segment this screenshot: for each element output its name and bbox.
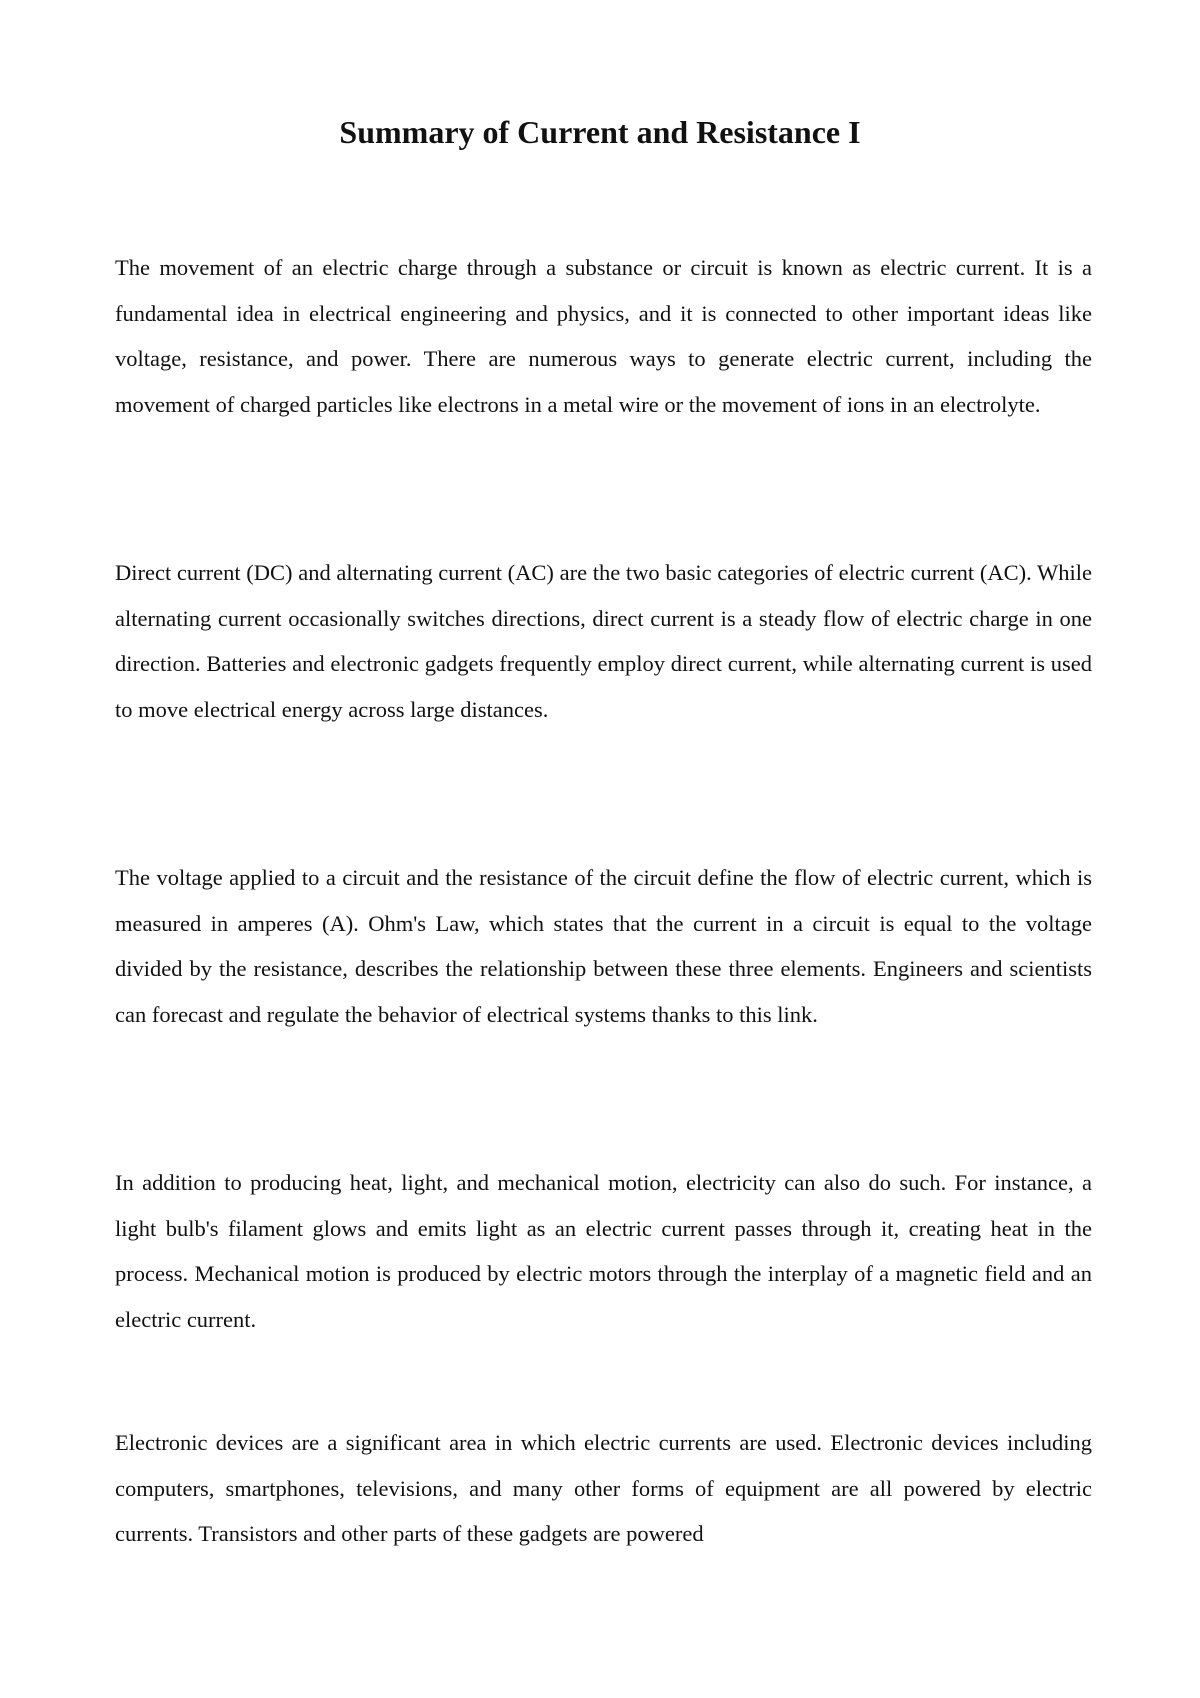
paragraph-dc-and-ac: Direct current (DC) and alternating current (AC) are the two basic categories of electric current (AC). While alternating current occasionally switches directions, direct current is a steady flow of electric charge in one direction. Batteries and electronic gadgets frequently employ direct current, while alternating current is used to move electrical energy across large distances. <box>115 560 1092 722</box>
paragraph-electronic-devices: Electronic devices are a significant area in which electric currents are used. Electronic devices including computers, smartphones, televisions, and many other forms of equipment are all powered by electric currents. Transistors and other parts of these gadgets are powered <box>115 1430 1092 1546</box>
document-title: Summary of Current and Resistance I <box>339 114 861 150</box>
paragraph-ohms-law: The voltage applied to a circuit and the resistance of the circuit define the flow of electric current, which is measured in amperes (A). Ohm's Law, which states that the current in a circuit is equal to the voltage divided by the resistance, describes the relationship between these three elements. Engineers and scientists can forecast and regulate the behavior of electrical systems thanks to this link. <box>115 865 1092 1027</box>
paragraph-heat-light-motion: In addition to producing heat, light, and mechanical motion, electricity can also do such. For instance, a light bulb's filament glows and emits light as an electric current passes through it, creating heat in the process. Mechanical motion is produced by electric motors through the interplay of a magnetic field and an electric current. <box>115 1170 1092 1332</box>
paragraph-electric-current-definition: The movement of an electric charge through a substance or circuit is known as electric current. It is a fundamental idea in electrical engineering and physics, and it is connected to other important ideas like voltage, resistance, and power. There are numerous ways to generate electric current, including the movement of charged particles like electrons in a metal wire or the movement of ions in an electrolyte. <box>115 255 1092 417</box>
